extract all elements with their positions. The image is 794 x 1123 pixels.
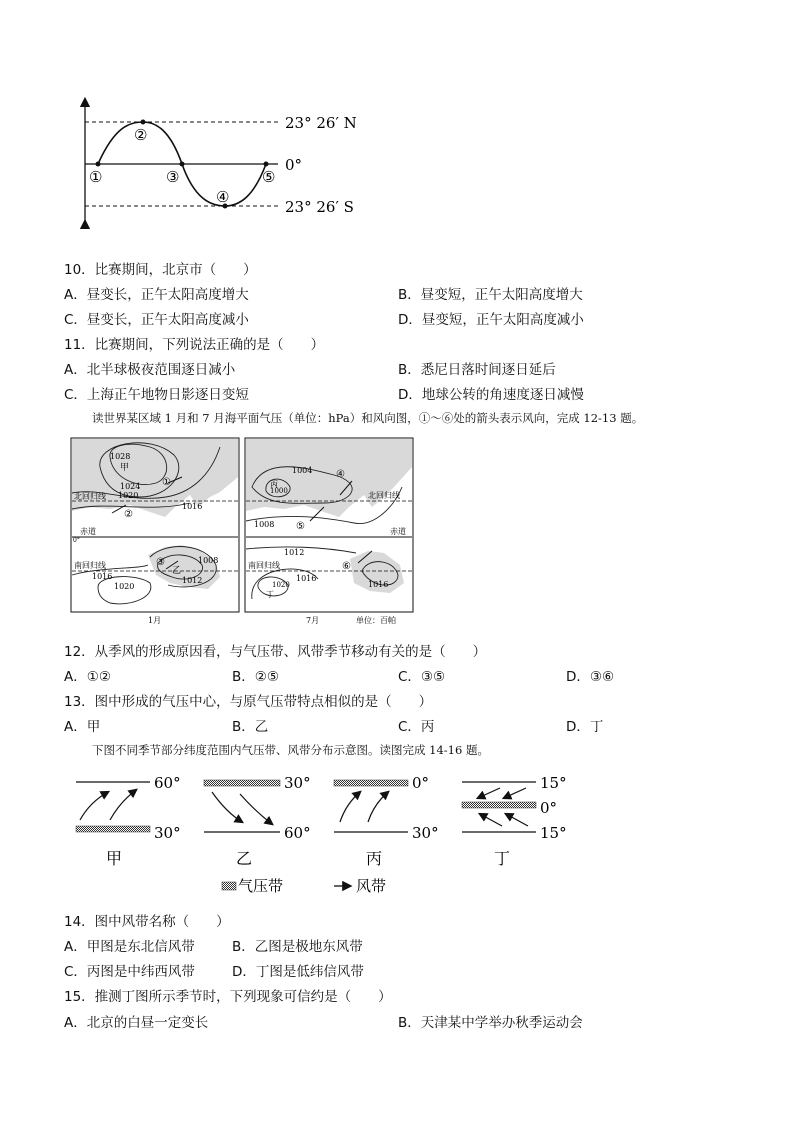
- jul-south-tropic: 南回归线: [248, 561, 280, 570]
- jan-arrow-1: ①: [162, 477, 171, 488]
- point-4-label: ④: [216, 188, 230, 206]
- sun-declination-diagram: [70, 96, 370, 230]
- q14-option-a[interactable]: A．甲图是东北信风带: [64, 939, 195, 955]
- q15-option-a[interactable]: A．北京的白昼一定变长: [64, 1015, 209, 1031]
- jul-isobar-1008: 1008: [254, 520, 275, 529]
- jia-top-label: 60°: [154, 774, 181, 792]
- jul-isobar-1004: 1004: [292, 466, 313, 475]
- point-2-dot: [141, 120, 146, 125]
- q12-option-c[interactable]: C．③⑤: [398, 669, 446, 685]
- belt-jia: [76, 774, 181, 868]
- jul-isobar-1000: 1000: [270, 487, 288, 495]
- q14-option-c[interactable]: C．丙图是中纬西风带: [64, 964, 195, 980]
- ding-bottom-label: 15°: [540, 824, 567, 842]
- q12-option-b[interactable]: B．②⑤: [232, 669, 279, 685]
- jul-center-ding: 丁: [266, 590, 274, 599]
- july-pressure-map: [244, 437, 416, 625]
- point-1-dot: [96, 162, 101, 167]
- jia-name: 甲: [106, 849, 123, 868]
- jan-isobar-1020b: 1020: [114, 582, 135, 591]
- q11-option-d[interactable]: D．地球公转的角速度逐日减慢: [398, 387, 584, 403]
- jan-north-tropic: 北回归线: [74, 492, 106, 501]
- question-14-stem: 14．图中风带名称（ ）: [64, 914, 230, 930]
- point-5-label: ⑤: [262, 168, 276, 186]
- north-tropic-label: 23° 26′ N: [285, 114, 357, 132]
- bing-bottom-label: 30°: [412, 824, 439, 842]
- jan-isobar-1016a: 1016: [182, 502, 203, 511]
- q10-option-b[interactable]: B．昼变短，正午太阳高度增大: [398, 287, 583, 303]
- question-15-stem: 15．推测丁图所示季节时，下列现象可信约是（ ）: [64, 989, 392, 1005]
- jul-month-label: 7月: [306, 616, 320, 625]
- jul-isobar-1016b: 1016: [368, 580, 389, 589]
- jan-equator: 赤道: [80, 527, 96, 536]
- bing-name: 丙: [366, 849, 383, 868]
- ding-name: 丁: [494, 849, 511, 868]
- yi-name: 乙: [236, 849, 253, 868]
- belt-diagrams: [70, 768, 570, 900]
- point-5-dot: [264, 162, 269, 167]
- q10-option-d[interactable]: D．昼变短，正午太阳高度减小: [398, 312, 584, 328]
- jan-isobar-1020: 1020: [118, 491, 139, 500]
- q13-option-c[interactable]: C．丙: [398, 719, 435, 735]
- jan-eq-deg: 0°: [73, 537, 80, 544]
- belt-yi: [204, 774, 311, 868]
- question-11-stem: 11．比赛期间，下列说法正确的是（ ）: [64, 337, 325, 353]
- jul-north-tropic: 北回归线: [368, 491, 400, 500]
- january-pressure-map: [70, 437, 240, 625]
- legend-wind-label: 风带: [356, 877, 387, 895]
- jan-isobar-1012: 1012: [182, 576, 203, 585]
- question-13-stem: 13．图中形成的气压中心，与原气压带特点相似的是（ ）: [64, 694, 433, 710]
- q14-option-d[interactable]: D．丁图是低纬信风带: [232, 964, 364, 980]
- jul-isobar-1020: 1020: [272, 581, 290, 589]
- q12-option-a[interactable]: A．①②: [64, 669, 111, 685]
- yi-bottom-label: 60°: [284, 824, 311, 842]
- jul-arrow-6: ⑥: [342, 561, 351, 572]
- point-3-label: ③: [166, 168, 180, 186]
- jan-isobar-1024: 1024: [120, 482, 141, 491]
- south-tropic-label: 23° 26′ S: [285, 198, 354, 216]
- q15-option-b[interactable]: B．天津某中学举办秋季运动会: [398, 1015, 583, 1031]
- point-2-label: ②: [134, 126, 148, 144]
- jul-center-bing: 丙: [270, 480, 278, 489]
- belt-ding: [462, 774, 567, 868]
- q13-option-b[interactable]: B．乙: [232, 719, 269, 735]
- jul-arrow-4: ④: [336, 469, 345, 480]
- q11-option-a[interactable]: A．北半球极夜范围逐日减小: [64, 362, 236, 378]
- jan-center-jia: 甲: [120, 463, 130, 473]
- jan-arrow-3: ③: [156, 557, 165, 568]
- jul-equator: 赤道: [390, 527, 406, 536]
- jul-isobar-1012: 1012: [284, 548, 305, 557]
- jul-unit-label: 单位：百帕: [356, 616, 396, 625]
- jan-south-tropic: 南回归线: [74, 561, 106, 570]
- legend-pressure-label: 气压带: [238, 877, 284, 895]
- ding-middle-label: 0°: [540, 799, 558, 817]
- ding-top-label: 15°: [540, 774, 567, 792]
- q10-option-c[interactable]: C．昼变长，正午太阳高度减小: [64, 312, 249, 328]
- point-3-dot: [180, 162, 185, 167]
- q13-option-a[interactable]: A．甲: [64, 719, 101, 735]
- q11-option-b[interactable]: B．悉尼日落时间逐日延后: [398, 362, 556, 378]
- jul-arrow-5: ⑤: [296, 521, 305, 532]
- jan-center-yi: 乙: [172, 566, 182, 576]
- yi-top-label: 30°: [284, 774, 311, 792]
- q13-option-d[interactable]: D．丁: [566, 719, 604, 735]
- jul-isobar-1016a: 1016: [296, 574, 317, 583]
- belt-legend: [222, 877, 386, 895]
- intro-14-16: 下图不同季节部分纬度范围内气压带、风带分布示意图。读图完成 14-16 题。: [92, 743, 489, 757]
- q10-option-a[interactable]: A．昼变长，正午太阳高度增大: [64, 287, 249, 303]
- jia-bottom-label: 30°: [154, 824, 181, 842]
- equator-label: 0°: [285, 156, 303, 174]
- jan-isobar-1008: 1008: [198, 556, 219, 565]
- bing-top-label: 0°: [412, 774, 430, 792]
- q12-option-d[interactable]: D．③⑥: [566, 669, 615, 685]
- jan-isobar-1016b: 1016: [92, 572, 113, 581]
- belt-bing: [334, 774, 439, 868]
- question-12-stem: 12．从季风的形成原因看，与气压带、风带季节移动有关的是（ ）: [64, 644, 487, 660]
- jan-arrow-2: ②: [124, 509, 133, 520]
- q11-option-c[interactable]: C．上海正午地物日影逐日变短: [64, 387, 249, 403]
- intro-12-13: 读世界某区域 1 月和 7 月海平面气压（单位：hPa）和风向图，①～⑥处的箭头表示风向，完成 12-13 题。: [92, 411, 644, 425]
- jan-month-label: 1月: [148, 616, 162, 625]
- point-1-label: ①: [89, 168, 103, 186]
- jan-isobar-1028: 1028: [110, 452, 131, 461]
- q14-option-b[interactable]: B．乙图是极地东风带: [232, 939, 363, 955]
- question-10-stem: 10．比赛期间，北京市（ ）: [64, 262, 257, 278]
